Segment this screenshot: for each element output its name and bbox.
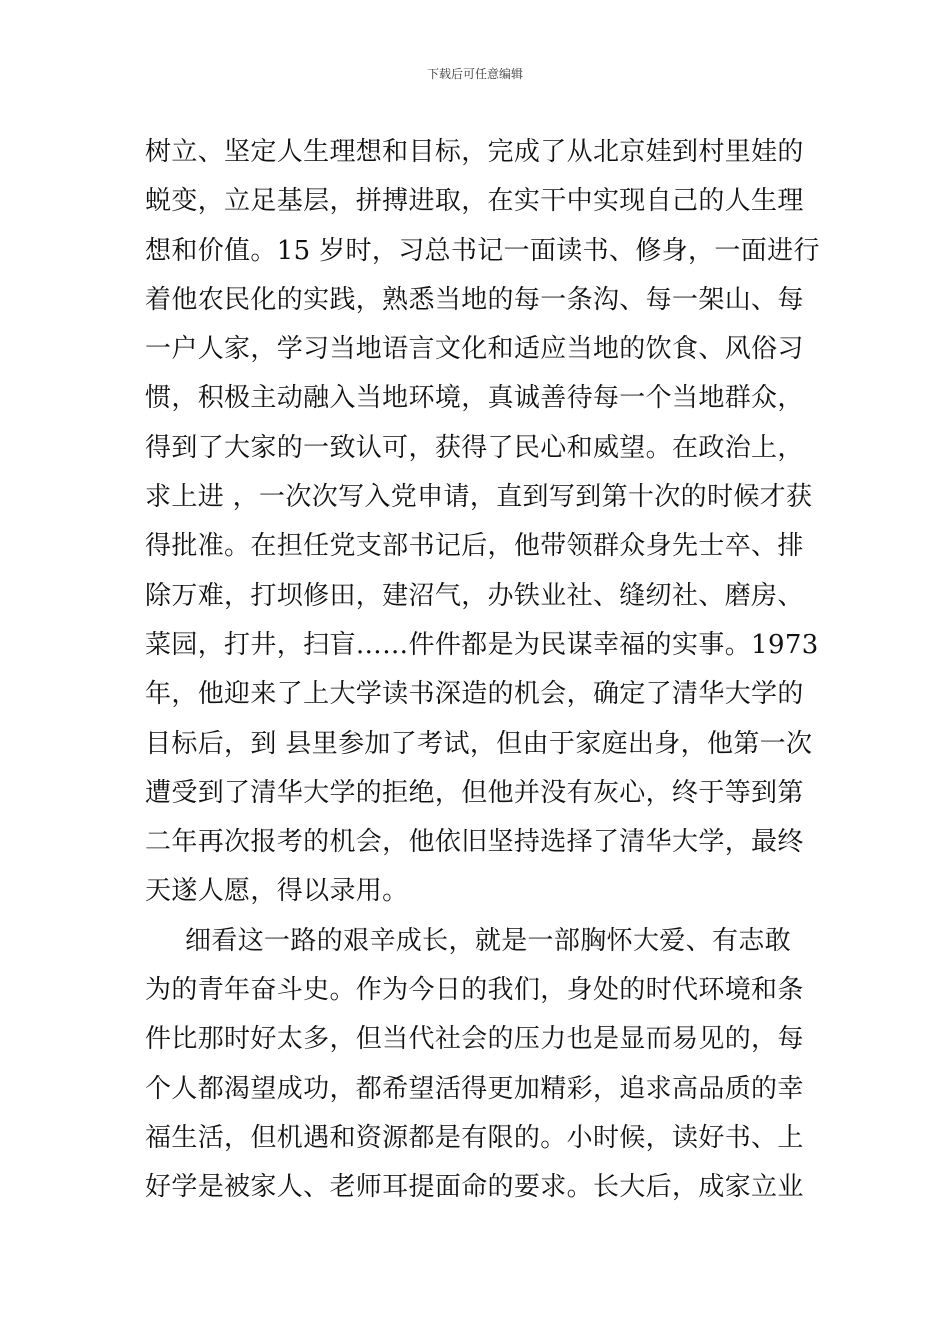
text-line: 二年再次报考的机会，他依旧坚持选择了清华大学，最终 bbox=[145, 827, 804, 858]
text-line: 好学是被家人、老师耳提面命的要求。长大后，成家立业 bbox=[145, 1172, 804, 1203]
text-line: 个人都渴望成功，都希望活得更加精彩，追求高品质的幸 bbox=[145, 1073, 804, 1104]
text-line: 福生活，但机遇和资源都是有限的。小时候，读好书、上 bbox=[145, 1122, 804, 1153]
text-line: 蜕变，立足基层，拼搏进取，在实干中实现自己的人生理 bbox=[145, 186, 804, 217]
text-line: 树立、坚定人生理想和目标，完成了从北京娃到村里娃的 bbox=[145, 137, 804, 167]
text-line: 得到了大家的一致认可，获得了民心和威望。在政治上， bbox=[145, 432, 804, 463]
text-line: 为的青年奋斗史。作为今日的我们，身处的时代环境和条 bbox=[145, 975, 804, 1006]
text-line: 天遂人愿，得以录用。 bbox=[145, 876, 409, 907]
text-line: 菜园，打井，扫盲……件件都是为民谋幸福的实事。1973 bbox=[145, 629, 819, 660]
text-line: 遭受到了清华大学的拒绝，但他并没有灰心，终于等到第 bbox=[145, 777, 804, 808]
page-header: 下载后可任意编辑 bbox=[426, 67, 523, 81]
text-line: 除万难，打坝修田，建沼气，办铁业社、缝纫社、磨房、 bbox=[145, 580, 804, 611]
text-line: 着他农民化的实践，熟悉当地的每一条沟、每一架山、每 bbox=[145, 284, 804, 315]
text-line: 目标后，到 县里参加了考试，但由于家庭出身，他第一次 bbox=[145, 728, 813, 759]
paragraph-first-line: 细看这一路的艰辛成长，就是一部胸怀大爱、有志敢 bbox=[185, 925, 792, 956]
text-line: 惯，积极主动融入当地环境，真诚善待每一个当地群众， bbox=[145, 383, 804, 414]
document-body bbox=[145, 128, 820, 1213]
text-line: 想和价值。15 岁时，习总书记一面读书、修身，一面进行 bbox=[145, 235, 820, 266]
text-line: 求上进 ，一次次写入党申请，直到写到第十次的时候才获 bbox=[145, 482, 813, 513]
text-line: 年，他迎来了上大学读书深造的机会，确定了清华大学的 bbox=[145, 679, 804, 710]
text-line: 一户人家，学习当地语言文化和适应当地的饮食、风俗习 bbox=[145, 334, 804, 365]
text-line: 件比那时好太多，但当代社会的压力也是显而易见的，每 bbox=[145, 1024, 804, 1055]
text-line: 得批准。在担任党支部书记后，他带领群众身先士卒、排 bbox=[145, 531, 804, 562]
